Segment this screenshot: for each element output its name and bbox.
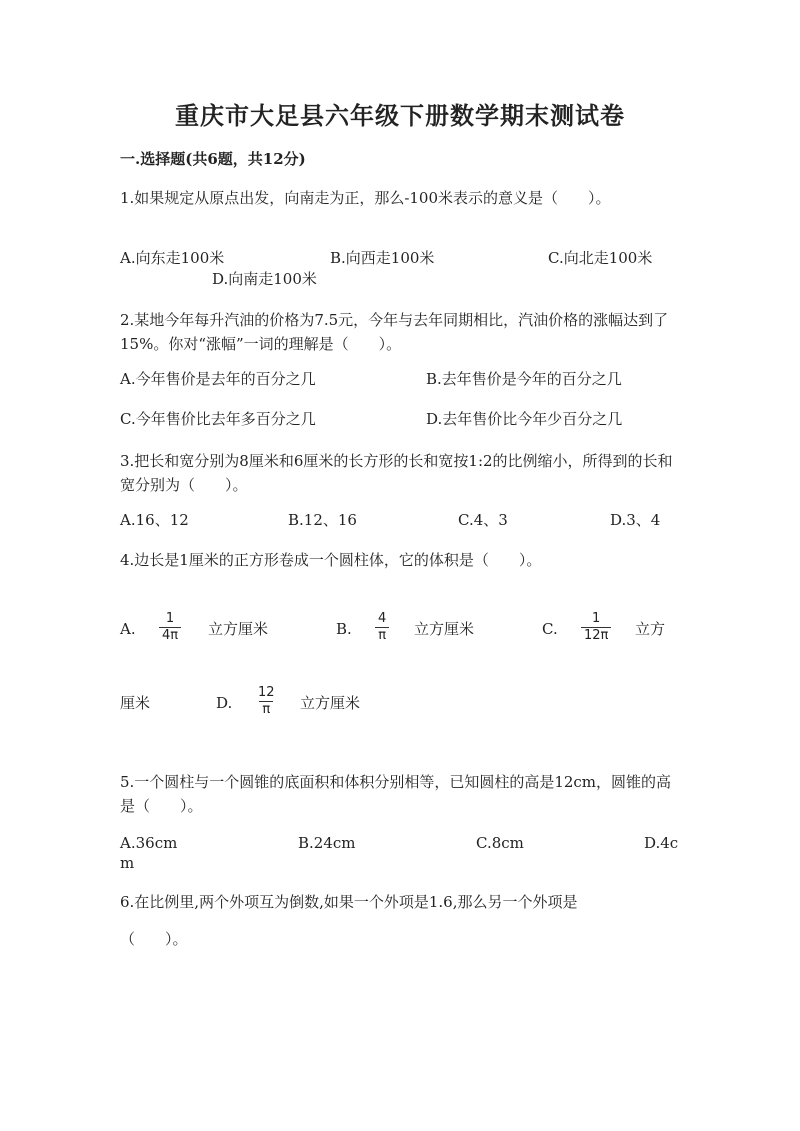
fraction-denominator: 12π	[581, 627, 611, 644]
q4-option-a-label: A.	[120, 620, 136, 638]
q2-option-a: A.今年售价是去年的百分之几	[120, 370, 316, 388]
fraction-numerator: 12	[258, 685, 275, 700]
q2-option-d: D.去年售价比今年少百分之几	[426, 410, 623, 428]
q4-option-c-unit-part1: 立方	[635, 620, 666, 638]
q1-option-a: A.向东走100米	[120, 249, 225, 267]
q5-option-d-part2: m	[120, 854, 135, 872]
q2-option-c: C.今年售价比去年多百分之几	[120, 410, 316, 428]
fraction-numerator: 1	[165, 611, 175, 626]
q4-option-d-fraction	[255, 685, 278, 718]
question-2: 2.某地今年每升汽油的价格为7.5元，今年与去年同期相比，汽油价格的涨幅达到了15%。你对“涨幅”一词的理解是（ ）。	[120, 311, 669, 353]
page-title: 重庆市大足县六年级下册数学期末测试卷	[175, 101, 625, 130]
q4-option-c-label: C.	[542, 620, 558, 638]
q4-option-a-fraction	[159, 611, 181, 644]
question-3: 3.把长和宽分别为8厘米和6厘米的长方形的长和宽按1:2的比例缩小，所得到的长和宽分别为（ ）。	[120, 452, 673, 494]
q1-option-b: B.向西走100米	[330, 249, 435, 267]
q3-option-a: A.16、12	[120, 511, 189, 529]
q5-option-a: A.36cm	[120, 834, 178, 852]
q3-option-d: D.3、4	[610, 511, 661, 529]
q3-option-c: C.4、3	[458, 511, 508, 529]
question-6: 6.在比例里,两个外项互为倒数,如果一个外项是1.6,那么另一个外项是	[120, 893, 578, 911]
q4-option-d-label: D.	[216, 694, 233, 712]
q4-option-b-label: B.	[336, 620, 352, 638]
q2-option-b: B.去年售价是今年的百分之几	[426, 370, 622, 388]
question-1: 1.如果规定从原点出发，向南走为正，那么-100米表示的意义是（ ）。	[120, 189, 611, 207]
question-5: 5.一个圆柱与一个圆锥的底面积和体积分别相等，已知圆柱的高是12cm，圆锥的高是（ ）。	[120, 773, 672, 815]
q5-option-d-part1: D.4c	[644, 834, 679, 852]
q1-option-c: C.向北走100米	[548, 249, 653, 267]
section-heading: 一.选择题(共6题，共12分)	[120, 150, 306, 168]
fraction-numerator: 4	[378, 611, 387, 626]
q5-option-b: B.24cm	[298, 834, 356, 852]
fraction-denominator: π	[259, 701, 273, 718]
q3-option-b: B.12、16	[288, 511, 357, 529]
fraction-denominator: 4π	[159, 627, 181, 644]
q4-option-d-unit: 立方厘米	[300, 694, 361, 712]
question-6-continued: （ ）。	[120, 930, 188, 948]
q1-option-d: D.向南走100米	[212, 270, 317, 288]
q4-option-b-fraction	[375, 611, 389, 644]
q5-option-c: C.8cm	[476, 834, 524, 852]
q4-option-b-unit: 立方厘米	[414, 620, 475, 638]
q4-option-c-unit-part2: 厘米	[120, 694, 151, 712]
q4-option-a-unit: 立方厘米	[208, 620, 269, 638]
q4-option-c-fraction	[581, 611, 611, 644]
question-4: 4.边长是1厘米的正方形卷成一个圆柱体，它的体积是（ ）。	[120, 551, 542, 569]
fraction-denominator: π	[375, 627, 389, 644]
fraction-numerator: 1	[592, 611, 601, 626]
